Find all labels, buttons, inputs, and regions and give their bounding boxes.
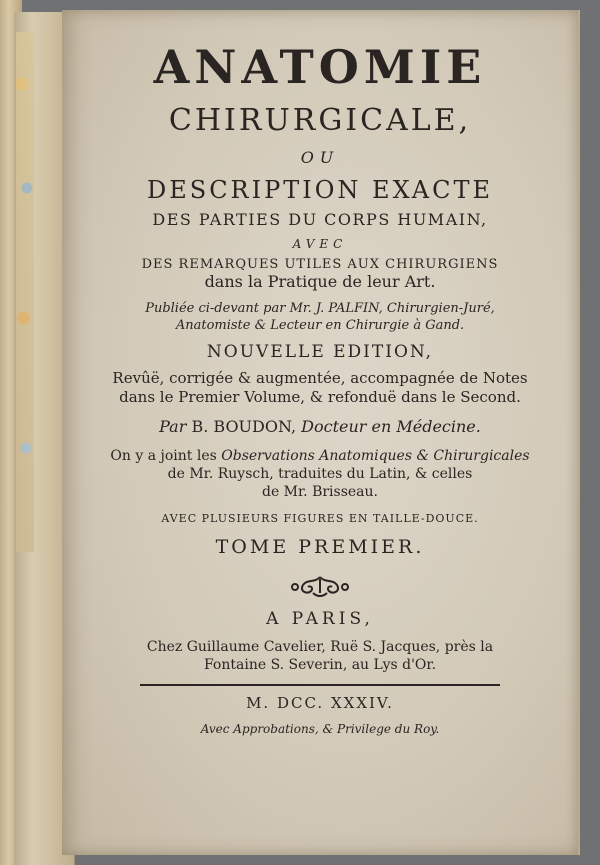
- horizontal-rule: [140, 684, 500, 686]
- edition-note: Revûë, corrigée & augmentée, accompagnée de Notes: [112, 369, 528, 387]
- title-line-1: ANATOMIE: [153, 40, 487, 94]
- author-line: [62, 419, 578, 435]
- imprint-address: Fontaine S. Severin, au Lys d'Or.: [203, 657, 437, 673]
- joint-brisseau: de Mr. Brisseau.: [261, 484, 378, 500]
- title-line-2: CHIRURGICALE,: [168, 103, 472, 138]
- publication-note: Publiée ci-devant par Mr. J. PALFIN, Chirurgien-Juré,: [145, 301, 495, 316]
- figures-note: AVEC PLUSIEURS FIGURES EN TAILLE-DOUCE.: [161, 512, 479, 525]
- volume-label: TOME PREMIER.: [215, 536, 425, 558]
- publication-note-2: Anatomiste & Lecteur en Chirurgie à Gand.: [175, 318, 465, 333]
- marbled-edge: [16, 32, 34, 552]
- subtitle-description: DESCRIPTION EXACTE: [146, 176, 494, 204]
- edition-note-2: dans le Premier Volume, & refonduë dans le Second.: [119, 388, 521, 406]
- author-name: B. BOUDON,: [191, 417, 297, 436]
- conjunction-ou: OU: [300, 148, 340, 167]
- imprint-publisher: Chez Guillaume Cavelier, Ruë S. Jacques, près la: [146, 639, 494, 655]
- subtitle-remarques: DES REMARQUES UTILES AUX CHIRURGIENS: [141, 257, 499, 272]
- joint-works: Observations Anatomiques & Chirurgicales: [221, 448, 530, 464]
- title-page-text: [62, 10, 578, 735]
- subtitle-parties: DES PARTIES DU CORPS HUMAIN,: [152, 210, 488, 229]
- imprint-year: M. DCC. XXXIV.: [246, 694, 394, 712]
- joint-line: [62, 449, 578, 463]
- joint-prefix: On y a joint les: [110, 448, 217, 464]
- conjunction-avec: AVEC: [292, 237, 348, 251]
- imprint-city: A PARIS,: [266, 609, 374, 629]
- edition-heading: NOUVELLE EDITION,: [206, 342, 434, 362]
- author-prefix: Par: [159, 417, 187, 436]
- author-title: Docteur en Médecine.: [301, 417, 481, 436]
- privilege-note: Avec Approbations, & Privilege du Roy.: [200, 722, 440, 736]
- joint-ruysch: de Mr. Ruysch, traduites du Latin, & celles: [167, 466, 473, 482]
- fleuron-ornament-icon: [62, 573, 578, 599]
- subtitle-pratique: dans la Pratique de leur Art.: [204, 272, 436, 291]
